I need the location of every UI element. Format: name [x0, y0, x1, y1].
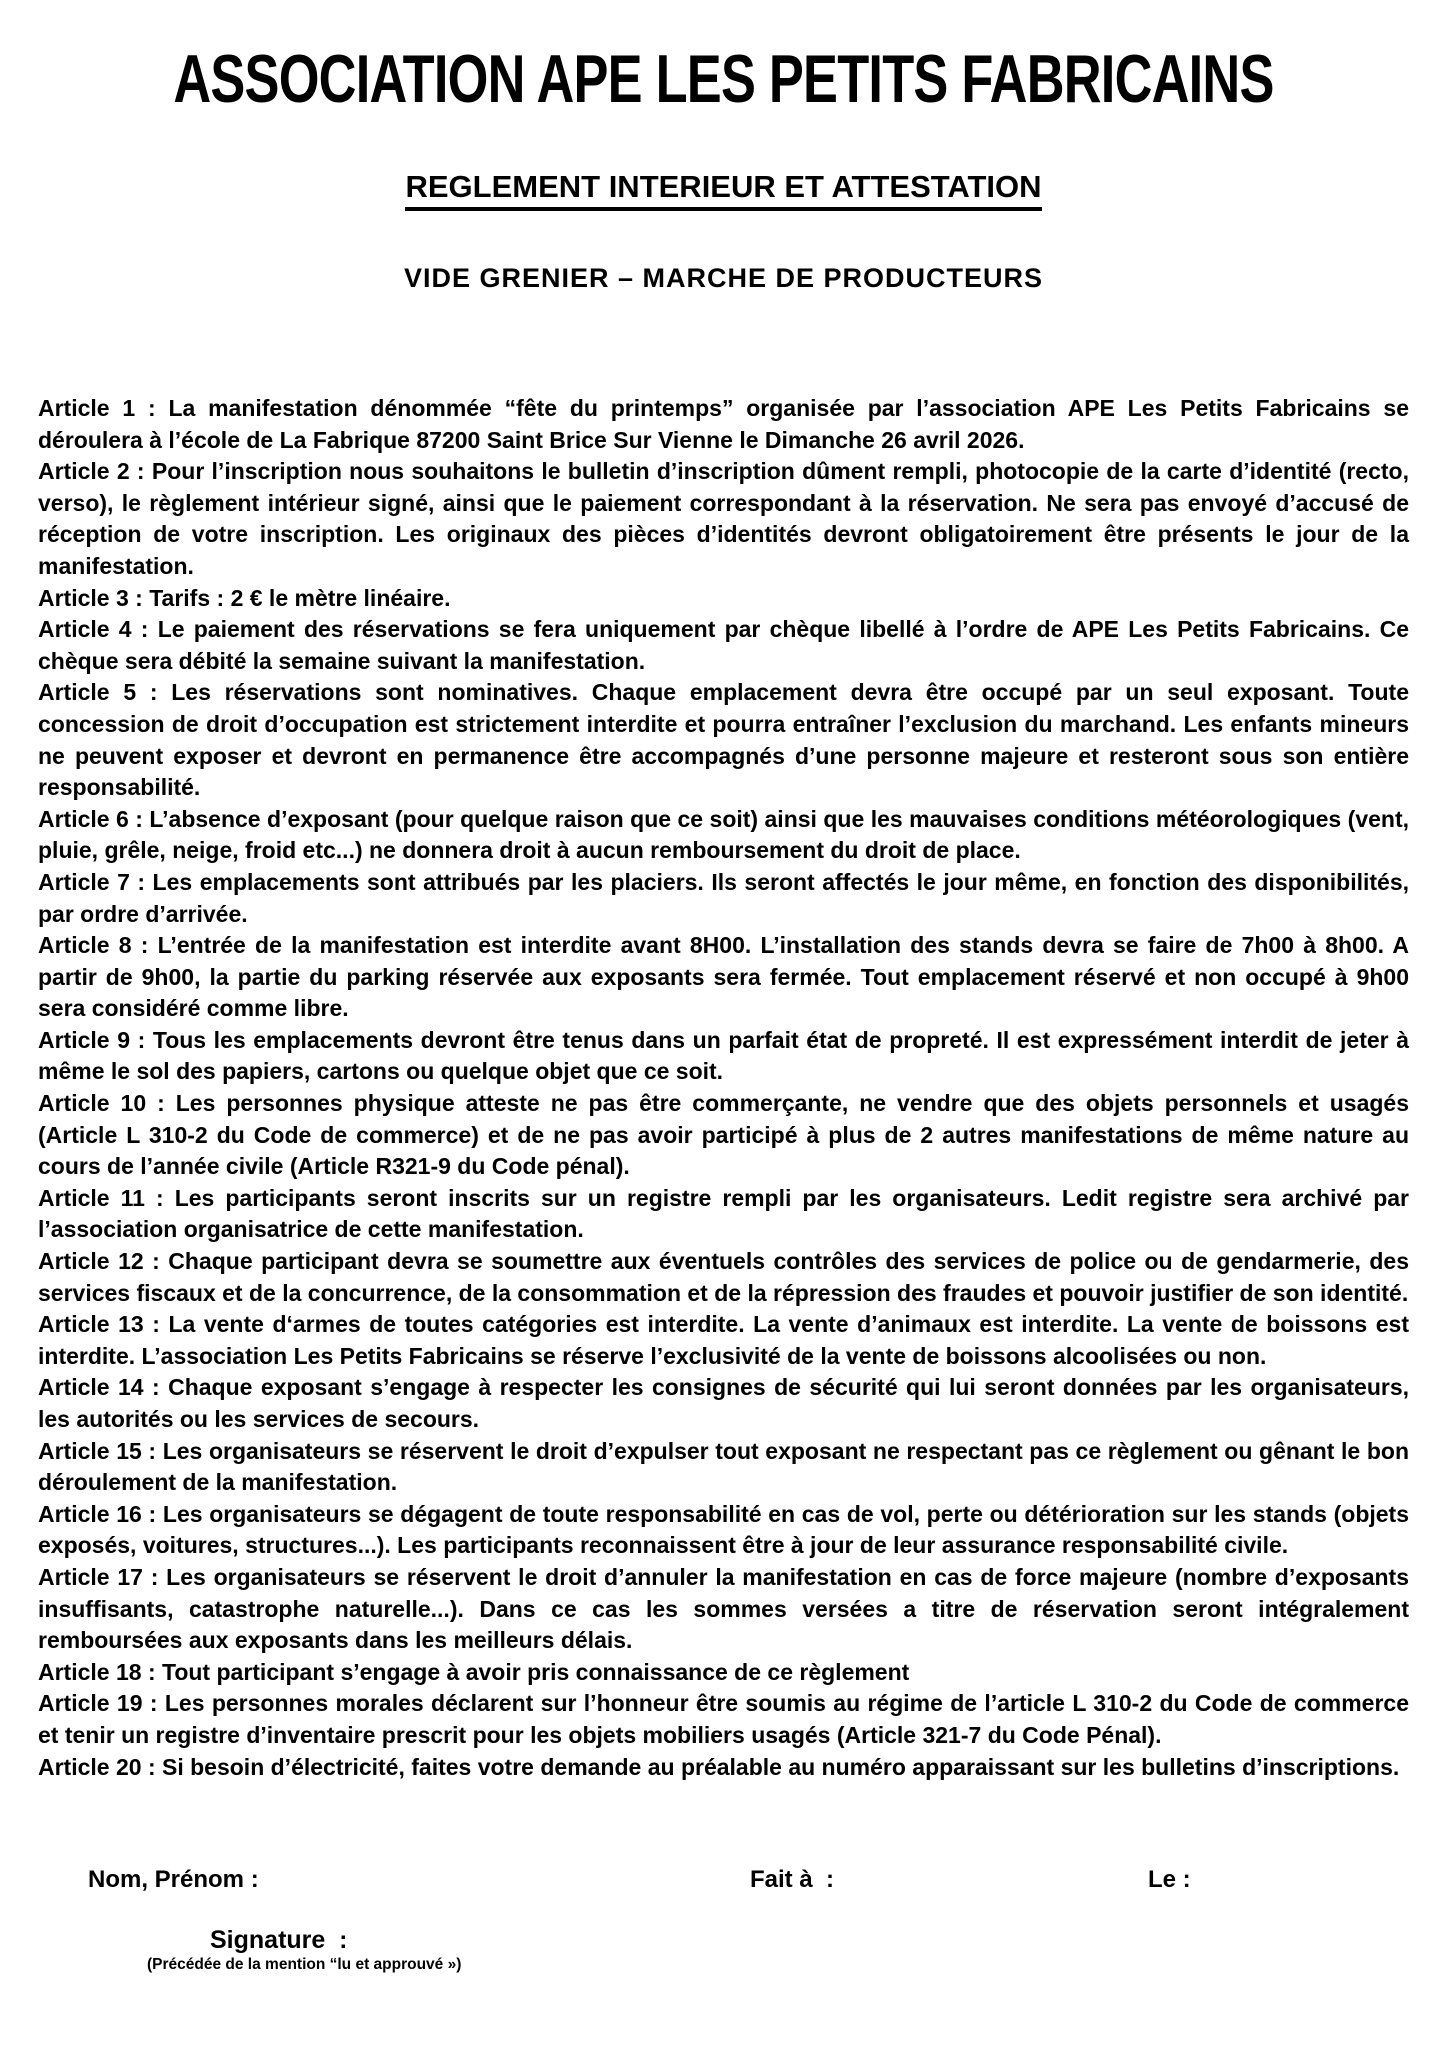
- article-13: Article 13 : La vente d‘armes de toutes catégories est interdite. La vente d’animaux est interdite. La vente de boissons est interdite. L’association Les Petits Fabricains se réserve l’exclusivité de la vente de boissons alcoolisées ou non.: [38, 1311, 1409, 1369]
- article-20: Article 20 : Si besoin d’électricité, faites votre demande au préalable au numéro apparaissant sur les bulletins d’inscriptions.: [38, 1753, 1400, 1780]
- article-1: Article 1 : La manifestation dénommée “fête du printemps” organisée par l’association APE Les Petits Fabricains se déroulera à l’école de La Fabrique 87200 Saint Brice Sur Vienne le Dimanche 26 avril 2026.: [38, 395, 1409, 453]
- signature-field-label: Signature :: [210, 1926, 348, 1954]
- article-3: Article 3 : Tarifs : 2 € le mètre linéaire.: [38, 584, 451, 611]
- article-8: Article 8 : L’entrée de la manifestation est interdite avant 8H00. L’installation des stands devra se faire de 7h00 à 8h00. A partir de 9h00, la partie du parking réservée aux exposants sera fermée. Tout emplacement réservé et non occupé à 9h00 sera considéré comme libre.: [38, 932, 1409, 1022]
- article-14: Article 14 : Chaque exposant s’engage à respecter les consignes de sécurité qui lui seront données par les organisateurs, les autorités ou les services de secours.: [38, 1374, 1409, 1432]
- article-16: Article 16 : Les organisateurs se dégagent de toute responsabilité en cas de vol, perte ou détérioration sur les stands (objets exposés, voitures, structures...). Les participants reconnaissent être à jour de leur assurance responsabilité civile.: [38, 1500, 1409, 1559]
- document-subtitle-wrap: [0, 170, 1447, 211]
- document-subtitle: REGLEMENT INTERIEUR ET ATTESTATION: [405, 170, 1041, 211]
- article-6: Article 6 : L’absence d’exposant (pour quelque raison que ce soit) ainsi que les mauvaises conditions météorologiques (vent, pluie, grêle, neige, froid etc...) ne donnera droit à aucun remboursement du droit de place.: [38, 805, 1409, 864]
- article-12: Article 12 : Chaque participant devra se soumettre aux éventuels contrôles des services de police ou de gendarmerie, des services fiscaux et de la concurrence, de la consommation et de la répression des fraudes et pouvoir justifier de son identité.: [38, 1248, 1409, 1306]
- name-field-label: Nom, Prénom :: [88, 1866, 259, 1893]
- article-9: Article 9 : Tous les emplacements devront être tenus dans un parfait état de propreté. Il est expressément interdit de jeter à même le sol des papiers, cartons ou quelque objet que ce soit.: [38, 1026, 1409, 1085]
- article-15: Article 15 : Les organisateurs se réservent le droit d’expulser tout exposant ne respectant pas ce règlement ou gênant le bon déroulement de la manifestation.: [38, 1437, 1409, 1496]
- date-field-label: Le :: [1148, 1866, 1191, 1893]
- article-5: Article 5 : Les réservations sont nominatives. Chaque emplacement devra être occupé par un seul exposant. Toute concession de droit d’occupation est strictement interdite et pourra entraîner l’exclusion du marchand. Les enfants mineurs ne peuvent exposer et devront en permanence être accompagnés d’une personne majeure et resteront sous son entière responsabilité.: [38, 679, 1409, 801]
- article-10: Article 10 : Les personnes physique atteste ne pas être commerçante, ne vendre que des objets personnels et usagés (Article L 310-2 du Code de commerce) et de ne pas avoir participé à plus de 2 autres manifestations de même nature au cours de l’année civile (Article R321-9 du Code pénal).: [38, 1090, 1409, 1180]
- article-7: Article 7 : Les emplacements sont attribués par les placiers. Ils seront affectés le jour même, en fonction des disponibilités, par ordre d’arrivée.: [38, 868, 1409, 927]
- article-2: Article 2 : Pour l’inscription nous souhaitons le bulletin d’inscription dûment rempli, photocopie de la carte d’identité (recto, verso), le règlement intérieur signé, ainsi que le paiement correspondant à la réservation. Ne sera pas envoyé d’accusé de réception de votre inscription. Les originaux des pièces d’identités devront obligatoirement être présents le jour de la manifestation.: [38, 458, 1409, 579]
- signature-note: (Précédée de la mention “lu et approuvé »): [147, 1956, 462, 1973]
- article-19: Article 19 : Les personnes morales déclarent sur l’honneur être soumis au régime de l’article L 310-2 du Code de commerce et tenir un registre d’inventaire prescrit pour les objets mobiliers usagés (Article 321-7 du Code Pénal).: [38, 1690, 1409, 1748]
- article-17: Article 17 : Les organisateurs se réservent le droit d’annuler la manifestation en cas de force majeure (nombre d’exposants insuffisants, catastrophe naturelle...). Dans ce cas les sommes versées a titre de réservation seront intégralement remboursées aux exposants dans les meilleurs délais.: [38, 1563, 1409, 1654]
- article-4: Article 4 : Le paiement des réservations se fera uniquement par chèque libellé à l’ordre de APE Les Petits Fabricains. Ce chèque sera débité la semaine suivant la manifestation.: [38, 616, 1409, 674]
- article-11: Article 11 : Les participants seront inscrits sur un registre rempli par les organisateurs. Ledit registre sera archivé par l’association organisatrice de cette manifestation.: [38, 1184, 1409, 1243]
- document-event-type: VIDE GRENIER – MARCHE DE PRODUCTEURS: [403, 263, 1044, 293]
- document-title: ASSOCIATION APE LES PETITS FABRICAINS: [173, 41, 1274, 117]
- place-field-label: Fait à :: [750, 1866, 835, 1893]
- article-18: Article 18 : Tout participant s’engage à avoir pris connaissance de ce règlement: [38, 1658, 910, 1685]
- articles-section: [38, 393, 1409, 1783]
